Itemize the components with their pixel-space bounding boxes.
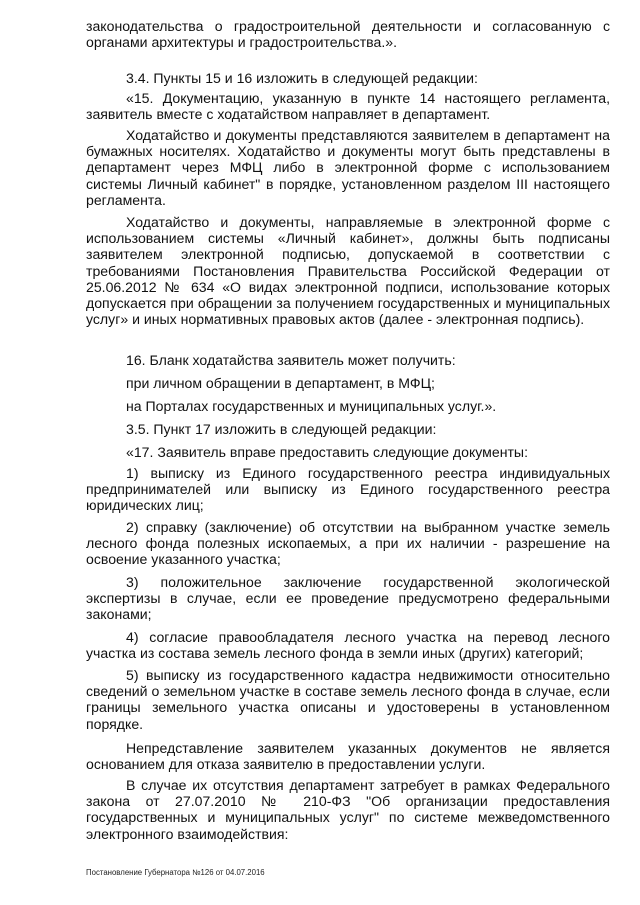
paragraph: 3) положительное заключение государственной экологической экспертизы в случае, если ее проведение предусмотрено федеральными законами; [86, 574, 610, 623]
paragraph: «15. Документацию, указанную в пункте 14 настоящего регламента, заявитель вместе с ходатайством направляет в департамент. [86, 90, 610, 123]
paragraph: законодательства о градостроительной деятельности и согласованную с органами архитектуры и градостроительства.». [86, 18, 610, 51]
paragraph: 1) выписку из Единого государственного реестра индивидуальных предпринимателей или выписку из Единого государственного реестра юридических лиц; [86, 465, 610, 514]
paragraph: 5) выписку из государственного кадастра недвижимости относительно сведений о земельном участке в составе земель лесного фонда в случае, если границы земельного участка описаны и удостоверены в установленном порядке. [86, 667, 610, 732]
paragraph: 16. Бланк ходатайства заявитель может получить: [126, 352, 456, 368]
paragraph: Ходатайство и документы, направляемые в электронной форме с использованием системы «Личный кабинет», должны быть подписаны заявителем электронной подписью, допускаемой в соответствии с требованиями Постановления Правительства Российской Федерации от 25.06.2012 № 634 «О видах электронной подписи, использование которых допускается при обращении за получением государственных и муниципальных услуг» и иных нормативных правовых актов (далее - электронная подпись). [86, 214, 610, 328]
page-footer: Постановление Губернатора №126 от 04.07.2016 [86, 868, 265, 877]
paragraph: «17. Заявитель вправе предоставить следующие документы: [126, 444, 528, 460]
paragraph: на Порталах государственных и муниципальных услуг.». [126, 398, 497, 414]
paragraph: Непредставление заявителем указанных документов не является основанием для отказа заявителю в предоставлении услуги. [86, 740, 610, 773]
paragraph: 4) согласие правообладателя лесного участка на перевод лесного участка из состава земель лесного фонда в земли иных (других) категорий; [86, 629, 610, 662]
paragraph: 2) справку (заключение) об отсутствии на выбранном участке земель лесного фонда полезных ископаемых, а при их наличии - разрешение на освоение указанного участка; [86, 519, 610, 568]
paragraph: 3.4. Пункты 15 и 16 изложить в следующей редакции: [126, 70, 478, 86]
paragraph: В случае их отсутствия департамент затребует в рамках Федерального закона от 27.07.2010 № 210-ФЗ "Об организации предоставления государственных и муниципальных услуг" по системе межведомственного электронного взаимодействия: [86, 777, 610, 842]
paragraph: при личном обращении в департамент, в МФЦ; [126, 375, 435, 391]
paragraph: Ходатайство и документы представляются заявителем в департамент на бумажных носителях. Ходатайство и документы могут быть представлены в департамент через МФЦ либо в электронной форме с использованием системы Личный кабинет" в порядке, установленном разделом III настоящего регламента. [86, 127, 610, 208]
paragraph: 3.5. Пункт 17 изложить в следующей редакции: [126, 421, 437, 437]
